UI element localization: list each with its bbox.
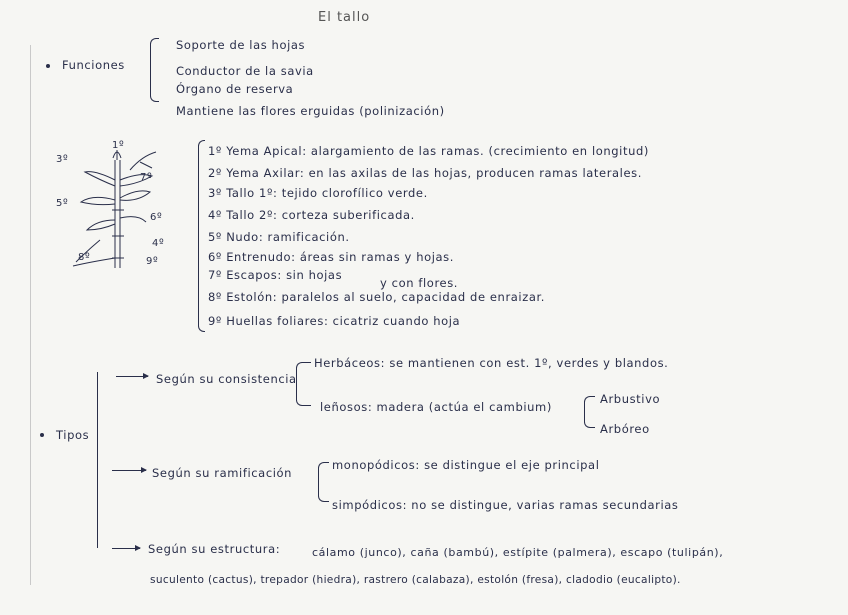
- arrow-consistencia: [116, 376, 148, 377]
- parte-item: 6º Entrenudo: áreas sin ramas y hojas.: [208, 250, 455, 264]
- page-margin-line: [30, 45, 31, 585]
- diagram-label: 3º: [56, 154, 69, 165]
- parte-item: 8º Estolón: paralelos al suelo, capacidad de enraizar.: [208, 290, 546, 304]
- diagram-label: 7º: [140, 172, 153, 183]
- parte-item: 7º Escapos: sin hojas: [208, 268, 343, 282]
- diagram-label: 6º: [150, 212, 163, 223]
- estructura-line2: suculento (cactus), trepador (hiedra), rastrero (calabaza), estolón (fresa), cladodio (eucalipto).: [150, 574, 681, 586]
- parte-item: 1º Yema Apical: alargamiento de las ramas. (crecimiento en longitud): [208, 144, 649, 158]
- estructura-label: Según su estructura:: [148, 542, 281, 556]
- page-title: El tallo: [318, 10, 371, 25]
- ramificacion-label: Según su ramificación: [152, 466, 293, 480]
- funcion-item: Mantiene las flores erguidas (polinización): [176, 104, 445, 118]
- herbaceos-text: Herbáceos: se mantienen con est. 1º, verdes y blandos.: [314, 356, 669, 370]
- bullet-tipos: [40, 433, 44, 437]
- funcion-item: Órgano de reserva: [176, 82, 294, 96]
- arboreo-text: Arbóreo: [600, 422, 650, 436]
- arrow-estructura: [112, 548, 140, 549]
- parte-item: 4º Tallo 2º: corteza suberificada.: [208, 208, 415, 222]
- consistencia-label: Según su consistencia: [156, 372, 297, 386]
- diagram-label: 8º: [78, 252, 91, 263]
- diagram-label: 1º: [112, 140, 125, 151]
- parte-item: 9º Huellas foliares: cicatriz cuando hoja: [208, 314, 461, 328]
- parte-item: 3º Tallo 1º: tejido clorofílico verde.: [208, 186, 428, 200]
- parte-item: 2º Yema Axilar: en las axilas de las hojas, producen ramas laterales.: [208, 166, 642, 180]
- lenosos-brace: [584, 396, 595, 428]
- funciones-brace: [150, 38, 159, 102]
- tipos-heading: Tipos: [56, 428, 90, 442]
- simpodicos-text: simpódicos: no se distingue, varias ramas secundarias: [332, 498, 679, 512]
- funciones-heading: Funciones: [62, 58, 125, 72]
- estructura-line1: cálamo (junco), caña (bambú), estípite (palmera), escapo (tulipán),: [312, 546, 724, 559]
- ramificacion-brace: [318, 462, 329, 502]
- partes-brace: [198, 140, 205, 332]
- diagram-label: 4º: [152, 238, 165, 249]
- arrow-ramificacion: [112, 470, 146, 471]
- diagram-label: 5º: [56, 198, 69, 209]
- parte-item: 5º Nudo: ramificación.: [208, 230, 350, 244]
- diagram-label: 9º: [146, 256, 159, 267]
- bullet-funciones: [46, 64, 50, 68]
- monopodicos-text: monopódicos: se distingue el eje principal: [332, 458, 600, 472]
- consistencia-brace: [296, 362, 311, 406]
- funcion-item: Soporte de las hojas: [176, 38, 306, 52]
- arbustivo-text: Arbustivo: [600, 392, 661, 406]
- tipos-bracket-line: [97, 372, 98, 548]
- parte-item: y con flores.: [380, 276, 459, 290]
- lenosos-text: leñosos: madera (actúa el cambium): [320, 400, 552, 414]
- funcion-item: Conductor de la savia: [176, 64, 314, 78]
